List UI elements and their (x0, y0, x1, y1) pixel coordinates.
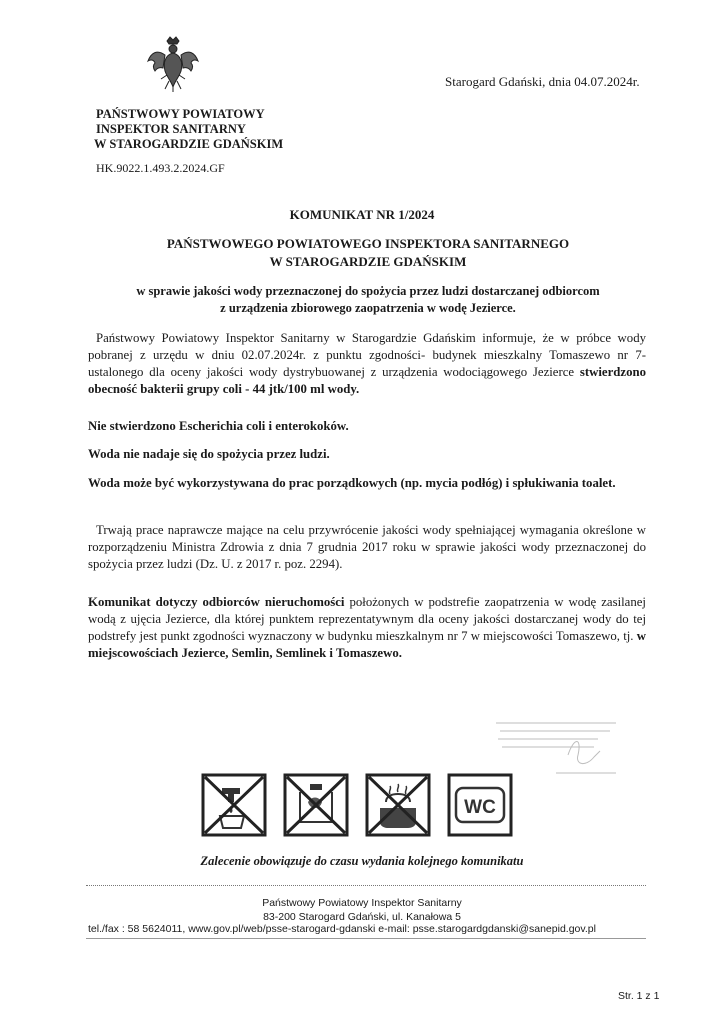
page-number: Str. 1 z 1 (618, 990, 660, 1002)
announcement-subject (88, 283, 648, 317)
paragraph-test-result (88, 330, 646, 398)
authority-line: W STAROGARDZIE GDAŃSKIM (94, 137, 284, 151)
paragraph-not-drinkable: Woda nie nadaje się do spożycia przez ludzi. (88, 447, 330, 461)
footer-name: Państwowy Powiatowy Inspektor Sanitarny (262, 897, 462, 909)
authority-line: INSPEKTOR SANITARNY (96, 122, 246, 136)
paragraph-ecoli: Nie stwierdzono Escherichia coli i enterokoków. (88, 419, 349, 433)
footer-divider (86, 885, 646, 886)
paragraph-text: położonych w podstrefie zaopatrzenia w wodę zasilanej wodą z ujęcia Jezierce, dla której punktem reprezentatywnym dla oceny jakości dostarczanej wody do tej podstrefy jest punkt zgodności wyznaczony w budynku mieszkalnym nr 7 w miejscowości Tomaszewo, tj. (88, 595, 646, 643)
affected-localities: w miejscowościach Jezierce, Semlin, Semlinek i Tomaszewo. (88, 629, 646, 660)
case-number: HK.9022.1.493.2.2024.GF (96, 161, 225, 175)
no-cooking-icon (364, 772, 432, 838)
issuer-line: W STAROGARDZIE GDAŃSKIM (269, 254, 467, 269)
announcement-issuer (100, 235, 636, 271)
paragraph-affected-area (88, 594, 646, 662)
no-drinking-tap-icon (200, 772, 268, 838)
paragraph-repairs: Trwają prace naprawcze mające na celu przywrócenie jakości wody spełniającej wymagania określone w rozporządzeniu Ministra Zdrowia z dnia 7 grudnia 2017 roku w sprawie jakości wody przeznaczonej do spożycia przez ludzi (Dz. U. z 2017 r. poz. 2294). (88, 523, 646, 571)
paragraph-text: Państwowy Powiatowy Inspektor Sanitarny w Starogardzie Gdańskim informuje, że w próbce wody pobranej z urzędu w dniu 02.07.2024r. z punktu zgodności- budynek mieszkalny Tomaszewo nr 7- ustalonego dla oceny jakości wody dystrybuowanej z urządzenia wodociągowego Jezierce (88, 331, 646, 379)
footer-contact: tel./fax : 58 5624011, www.gov.pl/web/psse-starogard-gdanski e-mail: psse.starogardgdanski@sanepid.gov.pl (88, 923, 596, 935)
announcement-title: KOMUNIKAT NR 1/2024 (289, 207, 435, 222)
footer-address (0, 896, 724, 924)
authority-line: PAŃSTWOWY POWIATOWY (96, 107, 265, 121)
coliform-finding: stwierdzono obecność bakterii grupy coli - 44 jtk/100 ml wody. (88, 365, 646, 396)
footer-rule (86, 938, 646, 939)
polish-eagle-emblem-icon (145, 35, 201, 93)
wc-allowed-icon (446, 772, 514, 838)
footer-street: 83-200 Starogard Gdański, ul. Kanałowa 5 (263, 911, 461, 923)
usage-pictograms (200, 772, 520, 842)
document-date: Starogard Gdański, dnia 04.07.2024r. (445, 74, 640, 89)
no-washing-food-icon (282, 772, 350, 838)
subject-line: z urządzenia zbiorowego zaopatrzenia w wodę Jezierce. (220, 301, 516, 315)
paragraph-bold-lead: Komunikat dotyczy odbiorców nieruchomości (88, 595, 345, 609)
recommendation-note: Zalecenie obowiązuje do czasu wydania kolejnego komunikatu (200, 854, 524, 868)
subject-line: w sprawie jakości wody przeznaczonej do spożycia przez ludzi dostarczanej odbiorcom (136, 284, 600, 298)
wc-label: WC (464, 797, 496, 818)
issuer-line: PAŃSTWOWEGO POWIATOWEGO INSPEKTORA SANITARNEGO (166, 236, 570, 251)
issuing-authority (96, 107, 283, 152)
paragraph-allowed-use: Woda może być wykorzystywana do prac porządkowych (np. mycia podłóg) i spłukiwania toalet. (88, 476, 616, 490)
